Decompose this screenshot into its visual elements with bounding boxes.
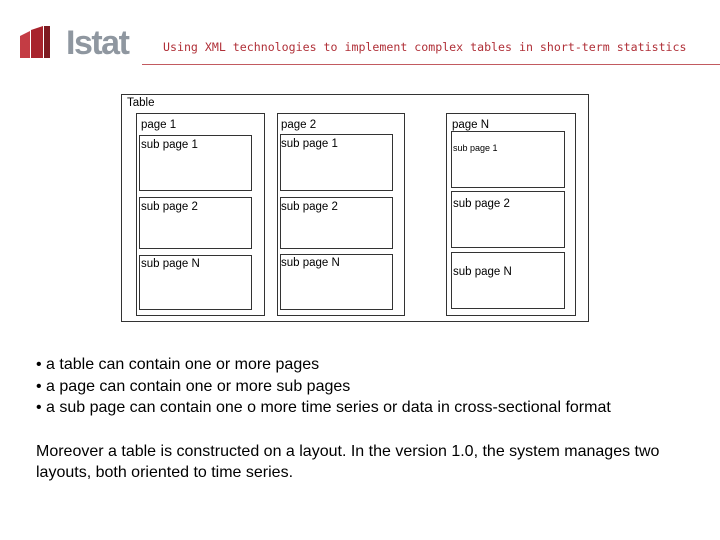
- page-label: page 2: [281, 119, 317, 131]
- subpage-label: sub page 1: [281, 138, 338, 150]
- page-label: page 1: [141, 119, 177, 131]
- layout-paragraph: Moreover a table is constructed on a layout. In the version 1.0, the system manages two layouts, both oriented to time series.: [36, 443, 660, 481]
- subpage-label: sub page N: [281, 257, 340, 269]
- bullet-item: • a page can contain one or more sub pages: [36, 377, 351, 395]
- istat-logo-mark: [20, 26, 66, 62]
- subpage-box: [451, 252, 565, 309]
- bullet-list: [36, 354, 611, 419]
- subpage-label: sub page N: [453, 266, 512, 278]
- subpage-label: sub page N: [141, 258, 200, 270]
- subpage-label: sub page 2: [141, 201, 198, 213]
- slide-title: Using XML technologies to implement complex tables in short-term statistics: [163, 40, 687, 54]
- bullet-item: • a table can contain one or more pages: [36, 356, 320, 373]
- subpage-label: sub page 1: [141, 139, 198, 151]
- title-divider: [142, 64, 720, 65]
- istat-logo: [20, 26, 132, 62]
- page-label: page N: [452, 119, 490, 131]
- subpage-label: sub page 1: [453, 143, 498, 153]
- subpage-label: sub page 2: [281, 201, 338, 213]
- table-label: Table: [127, 97, 155, 109]
- bullet-item: • a sub page can contain one o more time series or data in cross-sectional format: [36, 399, 611, 417]
- subpage-label: sub page 2: [453, 198, 510, 210]
- logo-text: Istat: [66, 24, 129, 62]
- subpage-box: [451, 131, 565, 188]
